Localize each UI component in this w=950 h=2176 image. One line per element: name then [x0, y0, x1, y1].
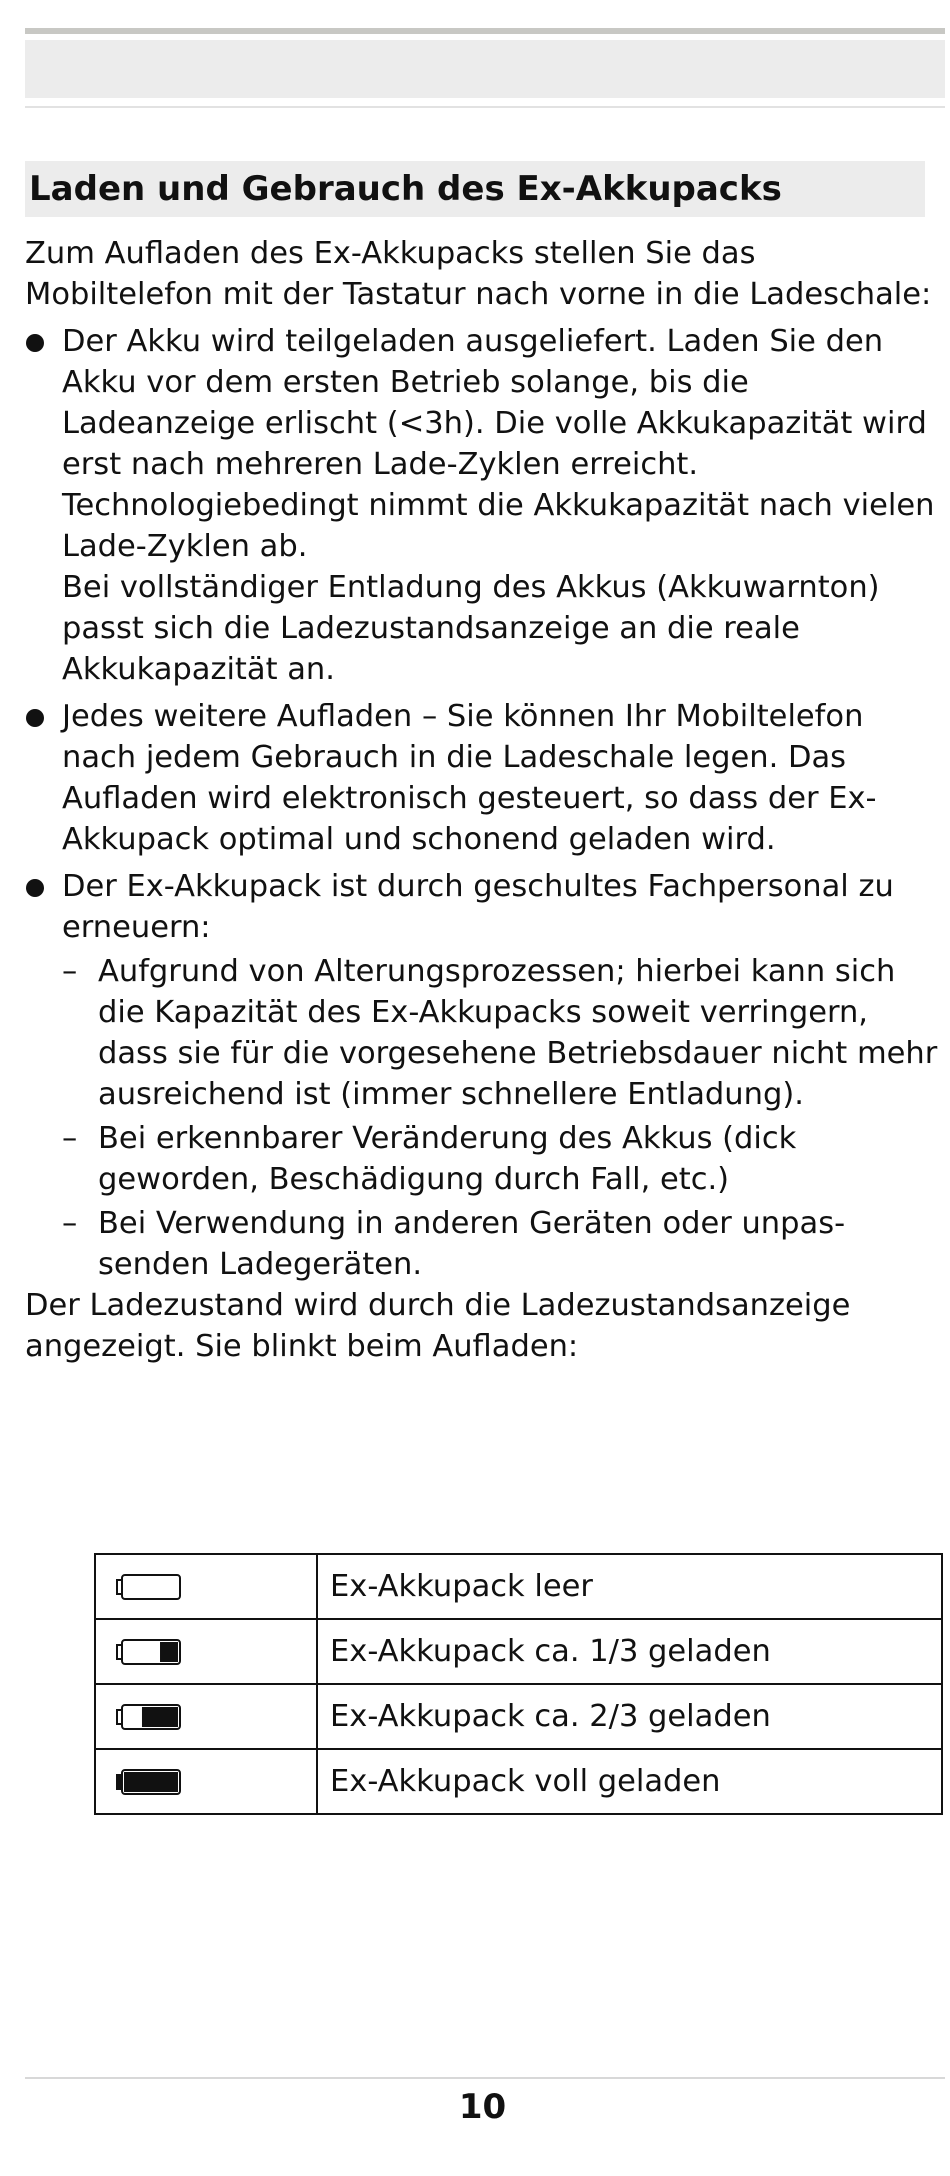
intro-paragraph: Zum Aufladen des Ex-Akkupacks stellen Sie das Mobiltelefon mit der Tastatur nach vorne in die Ladeschale:: [25, 236, 932, 312]
list-item: [62, 1118, 945, 1200]
replacement-reasons-list: [62, 951, 945, 1285]
list-item: [62, 1203, 945, 1285]
battery-full-icon: [116, 1767, 182, 1797]
table-row: [95, 1684, 942, 1749]
battery-two-thirds-icon: [116, 1702, 182, 1732]
header-band: [25, 40, 945, 98]
battery-status-label: Ex-Akkupack ca. 2/3 geladen: [317, 1684, 942, 1749]
dash-marker: –: [62, 954, 78, 989]
bullet-text: Der Akku wird teilgeladen ausgeliefert. Laden Sie den Akku vor dem ersten Betrieb solange, bis die Ladeanzeige erlischt (<3h). Die volle Akkukapazität wird erst nach mehreren Lade-Zyklen erreicht. Technologiebedingt nimmt die Akkukapazität nach vielen Lade-Zyklen ab.: [62, 324, 935, 564]
list-item: [62, 951, 945, 1115]
battery-status-label: Ex-Akkupack voll geladen: [317, 1749, 942, 1814]
battery-one-third-icon: [116, 1637, 182, 1667]
header-rule: [25, 28, 945, 34]
page-number: 10: [458, 2087, 507, 2127]
battery-icon-cell: [95, 1749, 317, 1814]
battery-status-table: [94, 1553, 943, 1815]
dash-marker: –: [62, 1206, 78, 1241]
battery-fill-level: [124, 1772, 178, 1792]
section-title: Laden und Gebrauch des Ex-Akkupacks: [25, 161, 925, 217]
bullet-item-first-charge: [25, 321, 945, 690]
bullet-text-continued: Bei vollständiger Entladung des Akkus (Akkuwarnton) passt sich die Ladezustandsanzeige an die reale Akkukapazität an.: [62, 570, 880, 687]
battery-status-label: Ex-Akkupack leer: [317, 1554, 942, 1619]
battery-empty-icon: [116, 1572, 182, 1602]
battery-fill-level: [160, 1642, 178, 1662]
battery-status-label: Ex-Akkupack ca. 1/3 geladen: [317, 1619, 942, 1684]
page-content: [25, 233, 945, 1367]
bullet-dot-icon: [26, 709, 44, 727]
battery-fill-level: [142, 1707, 178, 1727]
dash-marker: –: [62, 1121, 78, 1156]
bullet-dot-icon: [26, 334, 44, 352]
list-item-text: Bei erkennbarer Veränderung des Akkus (dick geworden, Beschädigung durch Fall, etc.): [98, 1121, 797, 1197]
header-band-line: [25, 106, 945, 108]
bullet-text: Der Ex-Akkupack ist durch geschultes Fachpersonal zu erneuern:: [62, 869, 894, 945]
battery-icon-cell: [95, 1554, 317, 1619]
battery-icon-cell: [95, 1619, 317, 1684]
table-row: [95, 1554, 942, 1619]
footer-rule: [25, 2077, 945, 2079]
list-item-text: Aufgrund von Alterungsprozessen; hierbei kann sich die Kapazität des Ex-Akkupacks soweit verringern, dass sie für die vorgesehene Betriebsdauer nicht mehr ausreichend ist (immer schnellere Entladung).: [98, 954, 938, 1112]
battery-icon-cell: [95, 1684, 317, 1749]
bullet-item-replacement: [25, 866, 945, 1285]
bullet-item-recharge: [25, 696, 945, 860]
bullet-dot-icon: [26, 879, 44, 897]
table-row: [95, 1749, 942, 1814]
bullet-text: Jedes weitere Aufladen – Sie können Ihr Mobiltelefon nach jedem Gebrauch in die Ladeschale legen. Das Aufladen wird elektronisch gesteuert, so dass der Ex-Akkupack optimal und schonend geladen wird.: [62, 699, 877, 857]
outro-paragraph: Der Ladezustand wird durch die Ladezustandsanzeige angezeigt. Sie blinkt beim Aufladen:: [25, 1288, 851, 1364]
table-row: [95, 1619, 942, 1684]
list-item-text: Bei Verwendung in anderen Geräten oder unpassenden Ladegeräten.: [98, 1206, 846, 1282]
